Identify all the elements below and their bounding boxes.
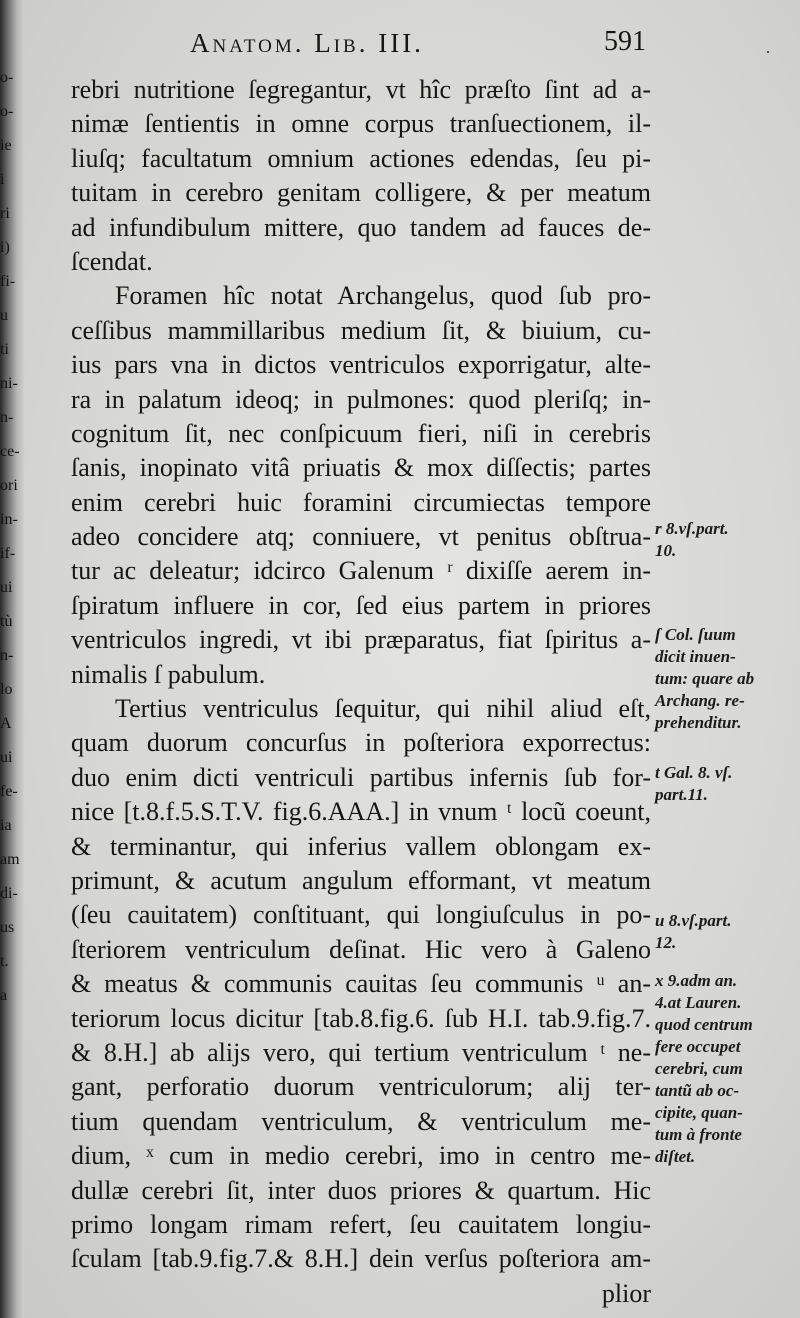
left-page-fragment: i) [0, 239, 10, 256]
left-page-fragment: ia [0, 817, 12, 834]
left-page-fragment: ui [0, 579, 13, 596]
left-page-fragment: if- [0, 545, 16, 562]
marginal-note-line: 12. [655, 933, 677, 952]
text-line: ſcendat. [71, 246, 153, 276]
marginal-note [655, 970, 795, 1168]
left-page-fragment: am [0, 851, 20, 868]
left-page-fragment: lo [0, 681, 13, 698]
marginal-note-line: 10. [655, 541, 677, 560]
text-line: quam duorum concurſus in poſteriora exporrectus: [71, 728, 651, 758]
marginal-note-line: cipite, quan- [655, 1103, 743, 1122]
left-page-fragment: t. [0, 953, 9, 970]
left-page-fragment: n- [0, 647, 14, 664]
text-line: ſpiratum influere in cor, ſed eius partem in priores [71, 590, 651, 620]
left-page-fragment: ni- [0, 375, 18, 392]
marginal-note-line: u 8.vſ.part. [655, 911, 732, 930]
marginal-note-line: prehenditur. [655, 713, 742, 732]
left-page-fragment: ri [0, 205, 10, 222]
left-page-fragment: ui [0, 749, 13, 766]
marginal-note-line: tum à fronte [655, 1125, 742, 1144]
ink-speck: . [766, 40, 770, 57]
text-line: nimæ ſentientis in omne corpus tranſuectionem, il- [71, 109, 651, 139]
text-line: Foramen hîc notat Archangelus, quod ſub pro- [115, 281, 651, 311]
marginal-note-line: part.11. [655, 785, 708, 804]
left-page-fragment: di- [0, 885, 18, 902]
left-page-fragment: fe- [0, 783, 18, 800]
main-text-column [71, 73, 651, 1311]
page-header [0, 22, 800, 62]
left-page-fragment: ti [0, 341, 9, 358]
marginal-note [655, 518, 795, 562]
running-head: Anatom. Lib. III. [190, 28, 424, 58]
text-line: primunt, & acutum angulum efformant, vt meatum [71, 865, 651, 895]
page-number: 591 [604, 26, 646, 57]
text-line: ſteriorem ventriculum deſinat. Hic vero à Galeno [71, 934, 651, 964]
marginal-note-line: r 8.vſ.part. [655, 519, 729, 538]
marginal-note-line: t Gal. 8. vſ. [655, 763, 733, 782]
text-line: ius pars vna in dictos ventriculos exporrigatur, alte- [71, 350, 651, 380]
left-page-fragment: n- [0, 409, 14, 426]
marginal-note-line: x 9.adm an. [655, 971, 738, 990]
marginal-note [655, 910, 795, 954]
text-line: teriorum locus dicitur [tab.8.fig.6. ſub H.I. tab.9.fig.7. [71, 1003, 651, 1033]
left-page-fragment: us [0, 919, 15, 936]
text-line: dullæ cerebri ſit, inter duos priores & quartum. Hic [71, 1175, 651, 1205]
text-line: enim cerebri huic foramini circumiectas tempore [71, 487, 651, 517]
text-line: rebri nutritione ſegregantur, vt hîc præſto ſint ad a- [71, 75, 651, 104]
marginal-note-line: tantũ ab oc- [655, 1081, 740, 1100]
text-line: tium quendam ventriculum, & ventriculum me- [71, 1106, 651, 1136]
text-line: tur ac deleatur; idcirco Galenum ʳ dixiſſe aerem in- [71, 556, 651, 586]
left-page-fragment: in- [0, 511, 18, 528]
marginal-note-line: ſ Col. ſuum [655, 625, 736, 644]
text-line: tuitam in cerebro genitam colligere, & per meatum [71, 178, 651, 208]
text-line: ad infundibulum mittere, quo tandem ad fauces de- [71, 212, 651, 242]
text-line: (ſeu cauitatem) conſtituant, qui longiuſculus in po- [71, 900, 651, 930]
marginal-note [655, 762, 795, 806]
text-line: ra in palatum ideoq; in pulmones: quod pleriſq; in- [71, 384, 651, 414]
text-line: adeo concidere atq; conniuere, vt penitus obſtrua- [71, 522, 651, 552]
text-line: Tertius ventriculus ſequitur, qui nihil aliud eſt, [115, 694, 651, 724]
text-line: gant, perforatio duorum ventriculorum; alij ter- [71, 1072, 651, 1102]
text-line: primo longam rimam refert, ſeu cauitatem longiu- [71, 1209, 651, 1239]
marginal-note-line: quod centrum [655, 1015, 753, 1034]
marginal-note-line: tum: quare ab [655, 669, 755, 688]
text-line: dium, ˣ cum in medio cerebri, imo in centro me- [71, 1141, 651, 1171]
left-page-fragment: a [0, 987, 8, 1004]
text-line: duo enim dicti ventriculi partibus infernis ſub for- [71, 762, 651, 792]
text-line: & terminantur, qui inferius vallem oblongam ex- [71, 831, 651, 861]
left-page-fragment: ie [0, 137, 12, 154]
text-line: & 8.H.] ab alijs vero, qui tertium ventriculum ᵗ ne- [71, 1037, 651, 1067]
marginal-note-line: Archang. re- [655, 691, 745, 710]
text-line: ſculam [tab.9.fig.7.& 8.H.] dein verſus poſteriora am- [71, 1244, 651, 1274]
text-line: plior [601, 1278, 651, 1308]
marginal-note-line: 4.at Lauren. [655, 993, 742, 1012]
left-page-fragment: A [0, 715, 12, 732]
left-page-fragment: o- [0, 103, 14, 120]
text-line: & meatus & communis cauitas ſeu communis ᵘ an- [71, 969, 651, 999]
marginal-note-line: dicit inuen- [655, 647, 736, 666]
marginal-note-line: diſtet. [655, 1147, 696, 1166]
text-line: ventriculos ingredi, vt ibi præparatus, fiat ſpiritus a- [71, 625, 651, 655]
left-page-fragment: i [0, 171, 5, 188]
left-page-fragment: ori [0, 477, 18, 494]
marginal-note [655, 624, 795, 734]
left-page-fragment: u [0, 307, 8, 324]
text-line: ſanis, inopinato vitâ priuatis & mox diſſectis; partes [71, 453, 651, 483]
text-line: liuſq; facultatum omnium actiones edendas, ſeu pi- [71, 143, 651, 173]
left-page-fragment: tù [0, 613, 13, 630]
marginal-note-line: cerebri, cum [655, 1059, 743, 1078]
left-page-fragment: o- [0, 69, 14, 86]
text-line: ceſſibus mammillaribus medium ſit, & biuium, cu- [71, 315, 651, 345]
left-page-fragment: fi- [0, 273, 16, 290]
marginal-note-line: fere occupet [655, 1037, 741, 1056]
text-line: cognitum ſit, nec conſpicuum fieri, niſi in cerebris [71, 418, 651, 448]
text-line: nice [t.8.f.5.S.T.V. fig.6.AAA.] in vnum ᵗ locũ coeunt, [71, 797, 651, 827]
text-line: nimalis ſ pabulum. [71, 659, 266, 689]
left-page-fragment: ce- [0, 443, 20, 460]
